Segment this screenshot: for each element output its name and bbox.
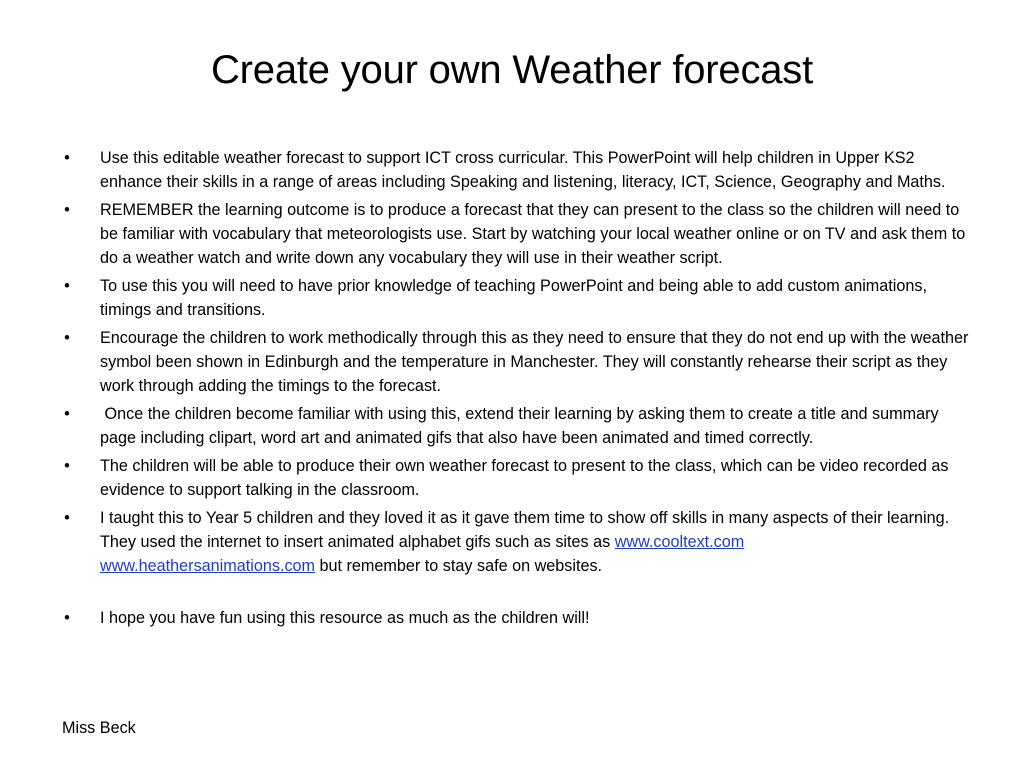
bullet-icon: • xyxy=(64,277,70,295)
signature: Miss Beck xyxy=(62,719,136,737)
bullet-icon: • xyxy=(64,509,70,527)
list-item xyxy=(60,274,970,322)
slide-title: Create your own Weather forecast xyxy=(210,48,814,92)
bullet-icon: • xyxy=(64,329,70,347)
list-item xyxy=(60,402,970,450)
bullet-icon: • xyxy=(64,457,70,475)
bullet-text: I taught this to Year 5 children and they loved it as it gave them time to show off skills in many aspects of their learning. They used the internet to insert animated alphabet gifs such as sites as xyxy=(100,509,954,551)
bullet-list xyxy=(60,146,970,634)
bullet-text: To use this you will need to have prior knowledge of teaching PowerPoint and being able to add custom animations, timings and transitions. xyxy=(100,277,927,319)
bullet-text: Once the children become familiar with using this, extend their learning by asking them to create a title and summary page including clipart, word art and animated gifs that also have been animated and timed correctly. xyxy=(100,405,944,447)
bullet-icon: • xyxy=(64,149,70,167)
list-item xyxy=(60,198,970,270)
bullet-text: Use this editable weather forecast to support ICT cross curricular. This PowerPoint will help children in Upper KS2 enhance their skills in a range of areas including Speaking and listening, literacy, ICT, Science, Geography and Maths. xyxy=(100,149,946,191)
cooltext-link[interactable]: www.cooltext.com xyxy=(614,533,745,551)
list-item xyxy=(60,326,970,398)
bullet-icon: • xyxy=(64,201,70,219)
bullet-text: The children will be able to produce their own weather forecast to present to the class, which can be video recorded as evidence to support talking in the classroom. xyxy=(100,457,949,499)
bullet-icon: • xyxy=(64,405,70,423)
list-item xyxy=(60,146,970,194)
bullet-text: I hope you have fun using this resource as much as the children will! xyxy=(100,609,590,627)
list-item xyxy=(60,454,970,502)
heathersanimations-link[interactable]: www.heathersanimations.com xyxy=(100,557,316,575)
list-item-final xyxy=(60,606,970,630)
bullet-text-after: but remember to stay safe on websites. xyxy=(315,557,603,575)
list-item-links xyxy=(60,506,970,578)
bullet-icon: • xyxy=(64,609,70,627)
bullet-text: Encourage the children to work methodically through this as they need to ensure that they do not end up with the weather symbol been shown in Edinburgh and the temperature in Manchester. They will constantly rehearse their script as they work through adding the timings to the forecast. xyxy=(100,329,969,395)
bullet-text: REMEMBER the learning outcome is to produce a forecast that they can present to the class so the children will need to be familiar with vocabulary that meteorologists use. Start by watching your local weather online or on TV and ask them to do a weather watch and write down any vocabulary they will use in their weather script. xyxy=(100,201,966,267)
